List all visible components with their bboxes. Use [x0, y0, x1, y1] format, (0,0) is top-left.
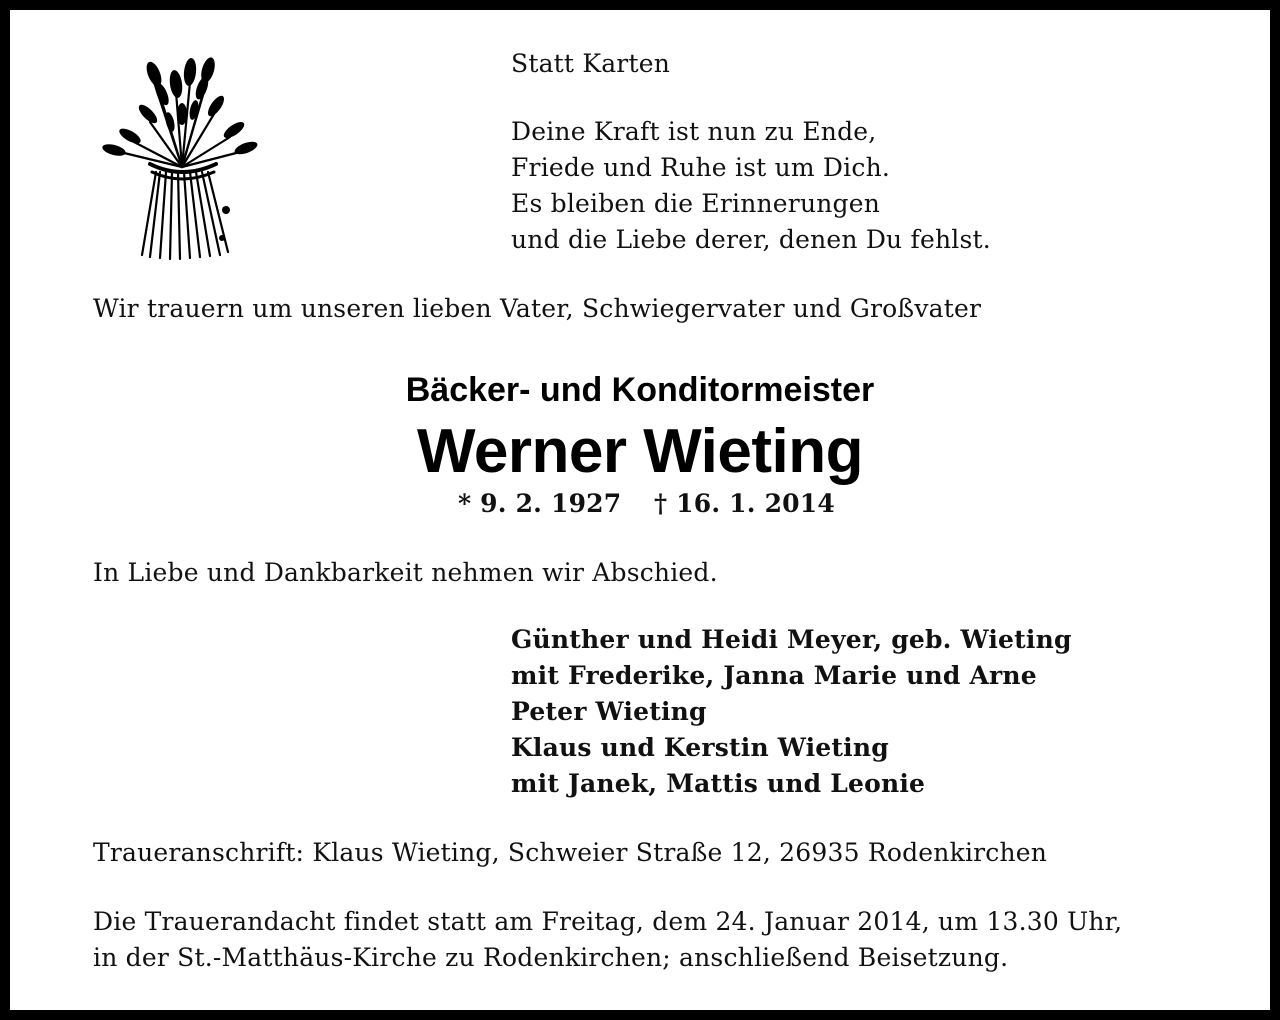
- poem-line: Deine Kraft ist nun zu Ende,: [511, 117, 877, 146]
- deceased-name: Werner Wieting: [416, 417, 863, 486]
- family-member: mit Frederike, Janna Marie und Arne: [511, 661, 1037, 690]
- mourning-address: Traueranschrift: Klaus Wieting, Schweier Straße 12, 26935 Rodenkirchen: [93, 838, 1048, 867]
- family-member: Günther und Heidi Meyer, geb. Wieting: [511, 625, 1072, 654]
- poem-line: Es bleiben die Erinnerungen: [511, 189, 881, 218]
- service-line: Die Trauerandacht findet statt am Freitag, dem 24. Januar 2014, um 13.30 Uhr,: [93, 907, 1123, 936]
- family-member: mit Janek, Mattis und Leonie: [511, 769, 926, 798]
- death-date: † 16. 1. 2014: [654, 489, 835, 518]
- family-list: [511, 622, 1072, 802]
- poem-line: und die Liebe derer, denen Du fehlst.: [511, 225, 991, 254]
- mourning-line: Wir trauern um unseren lieben Vater, Schwiegervater und Großvater: [93, 294, 982, 323]
- poem-line: Friede und Ruhe ist um Dich.: [511, 153, 891, 182]
- family-member: Peter Wieting: [511, 697, 707, 726]
- wheat-sheaf-icon: [90, 52, 270, 262]
- family-member: Klaus und Kerstin Wieting: [511, 733, 889, 762]
- farewell-line: In Liebe und Dankbarkeit nehmen wir Abschied.: [93, 558, 718, 587]
- service-line: in der St.-Matthäus-Kirche zu Rodenkirchen; anschließend Beisetzung.: [93, 943, 1009, 972]
- profession: Bäcker- und Konditormeister: [405, 371, 875, 409]
- birth-date: * 9. 2. 1927: [458, 489, 622, 518]
- poem: [511, 114, 991, 258]
- service-info: [93, 904, 1122, 976]
- header-statt-karten: Statt Karten: [511, 49, 670, 78]
